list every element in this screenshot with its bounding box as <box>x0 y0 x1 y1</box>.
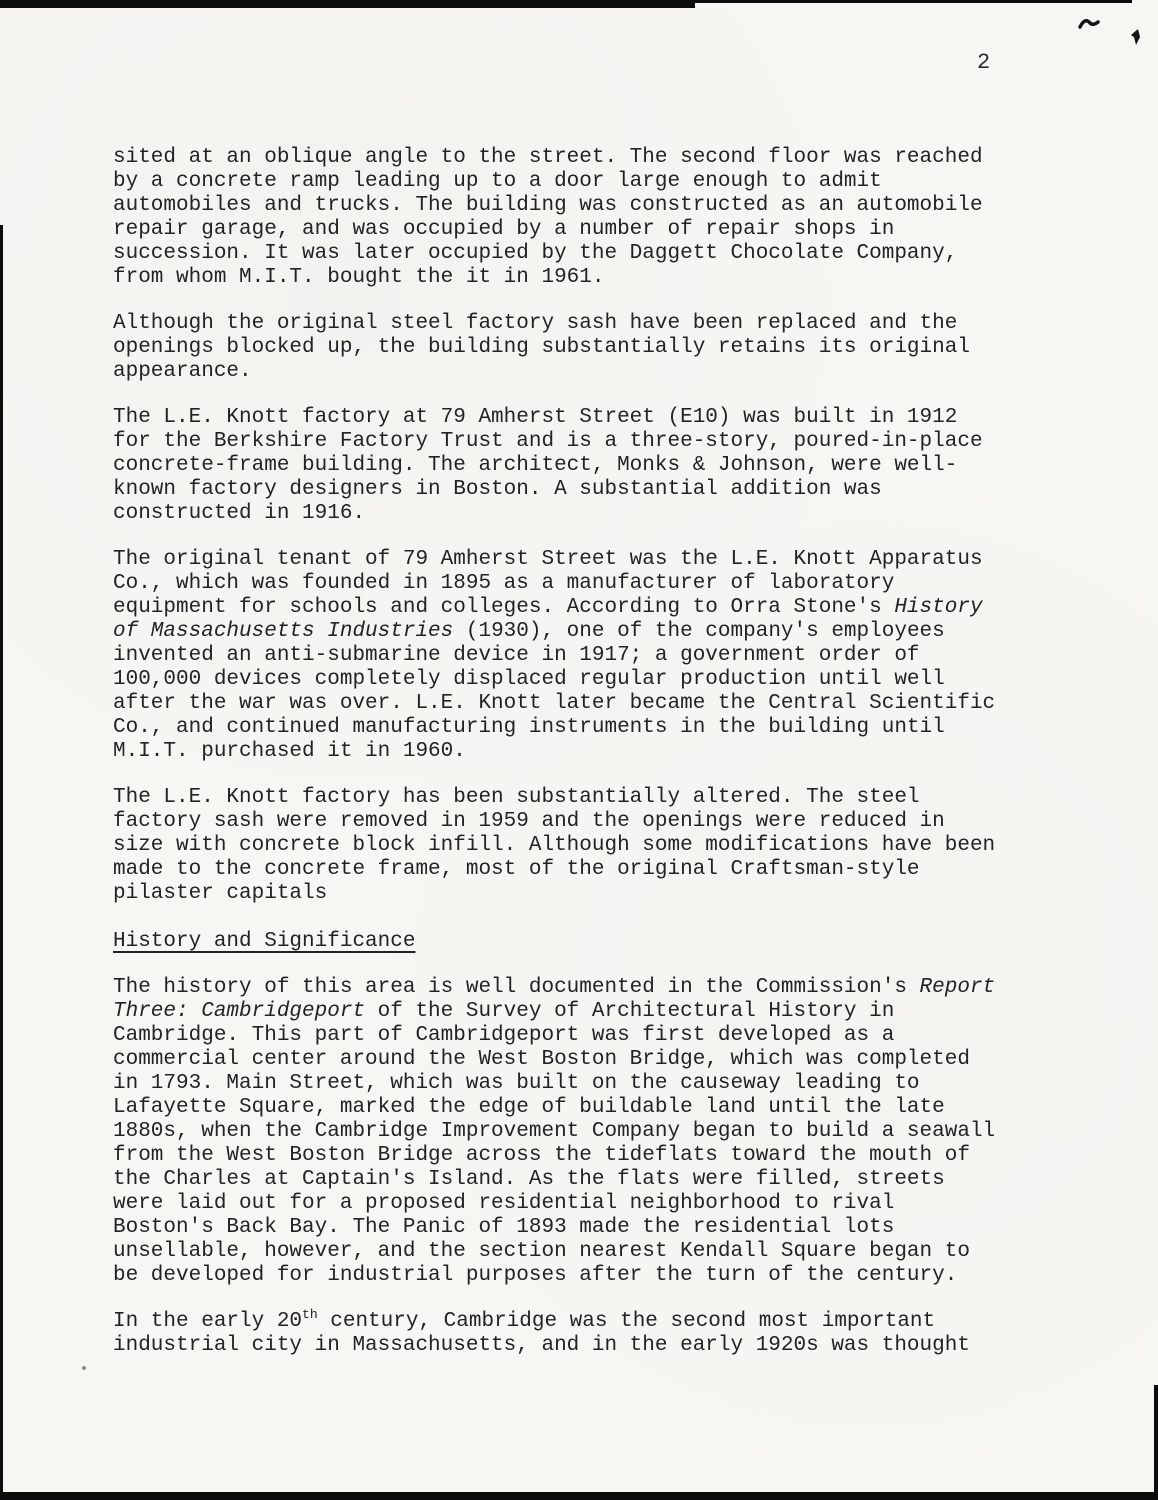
text-line: commercial center around the West Boston Bridge, which was completed <box>113 1048 970 1071</box>
paragraph <box>113 1307 1043 1358</box>
text-line: History and Significance <box>113 930 416 953</box>
text-line: made to the concrete frame, most of the original Craftsman-style <box>113 858 920 881</box>
text-line: factory sash were removed in 1959 and the openings were reduced in <box>113 810 945 833</box>
text-line: from whom M.I.T. bought the it in 1961. <box>113 266 605 289</box>
scan-edge-artifact-bottom <box>0 1492 1158 1500</box>
pen-mark-arc <box>1078 16 1100 35</box>
text-line: size with concrete block infill. Although some modifications have been <box>113 834 996 857</box>
text-line: M.I.T. purchased it in 1960. <box>113 740 466 763</box>
text-line: automobiles and trucks. The building was constructed as an automobile <box>113 194 983 217</box>
text-line: industrial city in Massachusetts, and in the early 1920s was thought <box>113 1334 970 1357</box>
text-line: pilaster capitals <box>113 882 328 905</box>
text-line: by a concrete ramp leading up to a door large enough to admit <box>113 170 882 193</box>
paragraph <box>113 976 1043 1288</box>
text-line: invented an anti-submarine device in 1917; a government order of <box>113 644 920 667</box>
section-heading <box>113 930 1043 954</box>
text-line: succession. It was later occupied by the Daggett Chocolate Company, <box>113 242 958 265</box>
text-line: equipment for schools and colleges. According to Orra Stone's History <box>113 596 983 619</box>
scan-edge-artifact-top <box>695 0 1132 3</box>
text-line: were laid out for a proposed residential neighborhood to rival <box>113 1192 895 1215</box>
scan-edge-artifact-right <box>1154 1385 1158 1500</box>
text-line: 1880s, when the Cambridge Improvement Company began to build a seawall <box>113 1120 996 1143</box>
text-line: appearance. <box>113 360 252 383</box>
paragraph <box>113 786 1043 906</box>
paragraph <box>113 548 1043 764</box>
paragraph <box>113 406 1043 526</box>
text-line: Although the original steel factory sash have been replaced and the <box>113 312 958 335</box>
text-line: the Charles at Captain's Island. As the flats were filled, streets <box>113 1168 945 1191</box>
text-line: in 1793. Main Street, which was built on the causeway leading to <box>113 1072 920 1095</box>
paragraph <box>113 146 1043 290</box>
text-line: openings blocked up, the building substantially retains its original <box>113 336 970 359</box>
text-line: The L.E. Knott factory at 79 Amherst Street (E10) was built in 1912 <box>113 406 958 429</box>
text-line: repair garage, and was occupied by a number of repair shops in <box>113 218 895 241</box>
text-line: Cambridge. This part of Cambridgeport was first developed as a <box>113 1024 895 1047</box>
text-line: Boston's Back Bay. The Panic of 1893 made the residential lots <box>113 1216 895 1239</box>
text-line: Three: Cambridgeport of the Survey of Architectural History in <box>113 1000 895 1023</box>
text-line: 100,000 devices completely displaced regular production until well <box>113 668 945 691</box>
paragraph <box>113 312 1043 384</box>
scan-edge-artifact-top <box>0 0 695 8</box>
text-line: The L.E. Knott factory has been substantially altered. The steel <box>113 786 920 809</box>
text-line: for the Berkshire Factory Trust and is a three-story, poured-in-place <box>113 430 983 453</box>
text-line: The history of this area is well documented in the Commission's Report <box>113 976 996 999</box>
text-line: be developed for industrial purposes after the turn of the century. <box>113 1264 958 1287</box>
text-line: concrete-frame building. The architect, Monks & Johnson, were well- <box>113 454 958 477</box>
text-line: unsellable, however, and the section nearest Kendall Square began to <box>113 1240 970 1263</box>
text-line: The original tenant of 79 Amherst Street was the L.E. Knott Apparatus <box>113 548 983 571</box>
page-number: 2 <box>977 50 991 75</box>
text-line: Co., which was founded in 1895 as a manufacturer of laboratory <box>113 572 895 595</box>
text-line: of Massachusetts Industries (1930), one of the company's employees <box>113 620 945 643</box>
text-line: In the early 20th century, Cambridge was the second most important <box>113 1307 936 1333</box>
text-line: sited at an oblique angle to the street. The second floor was reached <box>113 146 983 169</box>
scan-edge-artifact-left <box>0 225 3 1500</box>
document-body <box>113 146 1043 1380</box>
text-line: Co., and continued manufacturing instruments in the building until <box>113 716 945 739</box>
text-line: known factory designers in Boston. A substantial addition was <box>113 478 882 501</box>
text-line: after the war was over. L.E. Knott later became the Central Scientific <box>113 692 996 715</box>
text-line: constructed in 1916. <box>113 502 366 525</box>
text-line: from the West Boston Bridge across the tideflats toward the mouth of <box>113 1144 970 1167</box>
pen-mark-tick <box>1128 28 1144 53</box>
text-line: Lafayette Square, marked the edge of buildable land until the late <box>113 1096 945 1119</box>
scan-speck <box>82 1366 86 1370</box>
